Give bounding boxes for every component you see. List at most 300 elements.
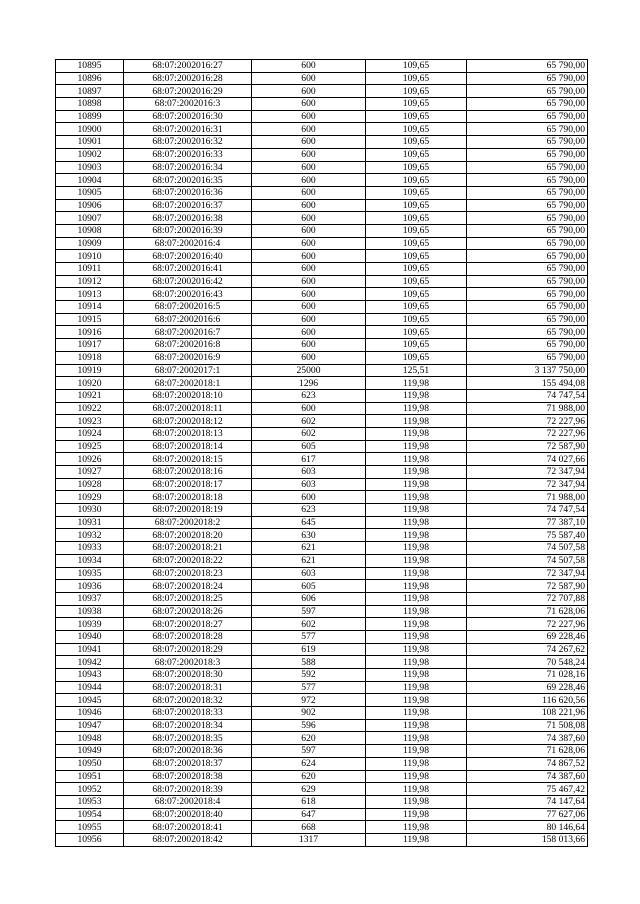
area-cell: 623 bbox=[252, 389, 366, 402]
specific-value-cell: 119,98 bbox=[366, 669, 467, 682]
cadastral-value-cell: 65 790,00 bbox=[467, 110, 588, 123]
specific-value-cell: 119,98 bbox=[366, 592, 467, 605]
cadastral-value-cell: 158 013,66 bbox=[467, 833, 588, 846]
specific-value-cell: 119,98 bbox=[366, 389, 467, 402]
area-cell: 1296 bbox=[252, 377, 366, 390]
cadastral-value-cell: 74 507,58 bbox=[467, 554, 588, 567]
specific-value-cell: 119,98 bbox=[366, 732, 467, 745]
table-row bbox=[56, 427, 588, 440]
cadastral-value-cell: 155 494,08 bbox=[467, 377, 588, 390]
row-number-cell: 10924 bbox=[56, 427, 124, 440]
cadastral-number-cell: 68:07:2002018:10 bbox=[124, 389, 252, 402]
specific-value-cell: 109,65 bbox=[366, 313, 467, 326]
specific-value-cell: 109,65 bbox=[366, 72, 467, 85]
cadastral-number-cell: 68:07:2002018:21 bbox=[124, 542, 252, 555]
cadastral-value-cell: 74 387,60 bbox=[467, 732, 588, 745]
cadastral-number-cell: 68:07:2002016:35 bbox=[124, 174, 252, 187]
cadastral-number-cell: 68:07:2002016:42 bbox=[124, 275, 252, 288]
cadastral-value-cell: 72 347,94 bbox=[467, 466, 588, 479]
specific-value-cell: 119,98 bbox=[366, 656, 467, 669]
table-row bbox=[56, 466, 588, 479]
row-number-cell: 10939 bbox=[56, 618, 124, 631]
area-cell: 600 bbox=[252, 237, 366, 250]
specific-value-cell: 109,65 bbox=[366, 237, 467, 250]
area-cell: 600 bbox=[252, 491, 366, 504]
row-number-cell: 10913 bbox=[56, 288, 124, 301]
table-row bbox=[56, 630, 588, 643]
row-number-cell: 10897 bbox=[56, 85, 124, 98]
table-row bbox=[56, 136, 588, 149]
cadastral-value-cell: 65 790,00 bbox=[467, 224, 588, 237]
row-number-cell: 10927 bbox=[56, 466, 124, 479]
area-cell: 600 bbox=[252, 326, 366, 339]
table-row bbox=[56, 275, 588, 288]
table-row bbox=[56, 554, 588, 567]
cadastral-value-cell: 65 790,00 bbox=[467, 186, 588, 199]
row-number-cell: 10951 bbox=[56, 770, 124, 783]
cadastral-value-cell: 71 988,00 bbox=[467, 491, 588, 504]
row-number-cell: 10895 bbox=[56, 60, 124, 73]
cadastral-number-cell: 68:07:2002016:37 bbox=[124, 199, 252, 212]
specific-value-cell: 119,98 bbox=[366, 516, 467, 529]
specific-value-cell: 109,65 bbox=[366, 301, 467, 314]
specific-value-cell: 109,65 bbox=[366, 326, 467, 339]
specific-value-cell: 109,65 bbox=[366, 110, 467, 123]
table-row bbox=[56, 313, 588, 326]
area-cell: 668 bbox=[252, 821, 366, 834]
area-cell: 602 bbox=[252, 415, 366, 428]
row-number-cell: 10936 bbox=[56, 580, 124, 593]
area-cell: 1317 bbox=[252, 833, 366, 846]
table-row bbox=[56, 592, 588, 605]
row-number-cell: 10896 bbox=[56, 72, 124, 85]
row-number-cell: 10929 bbox=[56, 491, 124, 504]
specific-value-cell: 109,65 bbox=[366, 60, 467, 73]
cadastral-number-cell: 68:07:2002016:5 bbox=[124, 301, 252, 314]
specific-value-cell: 109,65 bbox=[366, 136, 467, 149]
area-cell: 624 bbox=[252, 757, 366, 770]
area-cell: 600 bbox=[252, 136, 366, 149]
row-number-cell: 10946 bbox=[56, 707, 124, 720]
cadastral-value-cell: 77 387,10 bbox=[467, 516, 588, 529]
cadastral-value-cell: 71 988,00 bbox=[467, 402, 588, 415]
cadastral-value-cell: 69 228,46 bbox=[467, 681, 588, 694]
table-row bbox=[56, 263, 588, 276]
specific-value-cell: 119,98 bbox=[366, 694, 467, 707]
area-cell: 620 bbox=[252, 732, 366, 745]
table-row bbox=[56, 148, 588, 161]
specific-value-cell: 109,65 bbox=[366, 275, 467, 288]
row-number-cell: 10926 bbox=[56, 453, 124, 466]
area-cell: 605 bbox=[252, 580, 366, 593]
cadastral-value-cell: 72 347,94 bbox=[467, 567, 588, 580]
cadastral-value-cell: 65 790,00 bbox=[467, 161, 588, 174]
table-body bbox=[56, 60, 588, 847]
row-number-cell: 10928 bbox=[56, 478, 124, 491]
table-row bbox=[56, 161, 588, 174]
cadastral-number-cell: 68:07:2002018:24 bbox=[124, 580, 252, 593]
specific-value-cell: 119,98 bbox=[366, 453, 467, 466]
cadastral-value-cell: 74 507,58 bbox=[467, 542, 588, 555]
row-number-cell: 10938 bbox=[56, 605, 124, 618]
table-row bbox=[56, 110, 588, 123]
table-row bbox=[56, 351, 588, 364]
area-cell: 600 bbox=[252, 199, 366, 212]
area-cell: 619 bbox=[252, 643, 366, 656]
area-cell: 629 bbox=[252, 783, 366, 796]
area-cell: 603 bbox=[252, 466, 366, 479]
area-cell: 600 bbox=[252, 174, 366, 187]
row-number-cell: 10903 bbox=[56, 161, 124, 174]
cadastral-value-cell: 75 587,40 bbox=[467, 529, 588, 542]
table-row bbox=[56, 60, 588, 73]
row-number-cell: 10918 bbox=[56, 351, 124, 364]
cadastral-value-cell: 72 227,96 bbox=[467, 427, 588, 440]
cadastral-number-cell: 68:07:2002018:27 bbox=[124, 618, 252, 631]
cadastral-number-cell: 68:07:2002018:3 bbox=[124, 656, 252, 669]
table-row bbox=[56, 288, 588, 301]
specific-value-cell: 119,98 bbox=[366, 808, 467, 821]
area-cell: 600 bbox=[252, 313, 366, 326]
area-cell: 605 bbox=[252, 440, 366, 453]
cadastral-number-cell: 68:07:2002018:1 bbox=[124, 377, 252, 390]
cadastral-number-cell: 68:07:2002018:14 bbox=[124, 440, 252, 453]
table-row bbox=[56, 732, 588, 745]
table-row bbox=[56, 656, 588, 669]
specific-value-cell: 109,65 bbox=[366, 98, 467, 111]
specific-value-cell: 109,65 bbox=[366, 224, 467, 237]
area-cell: 577 bbox=[252, 630, 366, 643]
row-number-cell: 10910 bbox=[56, 250, 124, 263]
table-row bbox=[56, 440, 588, 453]
cadastral-number-cell: 68:07:2002016:33 bbox=[124, 148, 252, 161]
cadastral-value-cell: 65 790,00 bbox=[467, 174, 588, 187]
cadastral-value-cell: 71 508,08 bbox=[467, 719, 588, 732]
cadastral-value-cell: 3 137 750,00 bbox=[467, 364, 588, 377]
area-cell: 588 bbox=[252, 656, 366, 669]
table-row bbox=[56, 643, 588, 656]
table-row bbox=[56, 402, 588, 415]
cadastral-number-cell: 68:07:2002016:31 bbox=[124, 123, 252, 136]
cadastral-number-cell: 68:07:2002018:11 bbox=[124, 402, 252, 415]
table-row bbox=[56, 580, 588, 593]
row-number-cell: 10950 bbox=[56, 757, 124, 770]
cadastral-number-cell: 68:07:2002016:6 bbox=[124, 313, 252, 326]
area-cell: 600 bbox=[252, 212, 366, 225]
row-number-cell: 10944 bbox=[56, 681, 124, 694]
table-row bbox=[56, 174, 588, 187]
specific-value-cell: 109,65 bbox=[366, 250, 467, 263]
cadastral-value-cell: 74 747,54 bbox=[467, 504, 588, 517]
area-cell: 600 bbox=[252, 250, 366, 263]
specific-value-cell: 119,98 bbox=[366, 427, 467, 440]
specific-value-cell: 109,65 bbox=[366, 174, 467, 187]
specific-value-cell: 109,65 bbox=[366, 288, 467, 301]
cadastral-value-cell: 80 146,64 bbox=[467, 821, 588, 834]
specific-value-cell: 119,98 bbox=[366, 605, 467, 618]
row-number-cell: 10932 bbox=[56, 529, 124, 542]
table-row bbox=[56, 567, 588, 580]
table-row bbox=[56, 85, 588, 98]
area-cell: 972 bbox=[252, 694, 366, 707]
row-number-cell: 10925 bbox=[56, 440, 124, 453]
area-cell: 25000 bbox=[252, 364, 366, 377]
table-row bbox=[56, 605, 588, 618]
area-cell: 592 bbox=[252, 669, 366, 682]
cadastral-value-cell: 72 227,96 bbox=[467, 618, 588, 631]
area-cell: 617 bbox=[252, 453, 366, 466]
area-cell: 600 bbox=[252, 224, 366, 237]
specific-value-cell: 109,65 bbox=[366, 212, 467, 225]
specific-value-cell: 119,98 bbox=[366, 770, 467, 783]
area-cell: 620 bbox=[252, 770, 366, 783]
cadastral-value-cell: 74 867,52 bbox=[467, 757, 588, 770]
specific-value-cell: 119,98 bbox=[366, 630, 467, 643]
cadastral-number-cell: 68:07:2002018:42 bbox=[124, 833, 252, 846]
row-number-cell: 10941 bbox=[56, 643, 124, 656]
cadastral-number-cell: 68:07:2002018:15 bbox=[124, 453, 252, 466]
row-number-cell: 10920 bbox=[56, 377, 124, 390]
area-cell: 602 bbox=[252, 427, 366, 440]
area-cell: 603 bbox=[252, 478, 366, 491]
cadastral-value-cell: 69 228,46 bbox=[467, 630, 588, 643]
cadastral-value-cell: 65 790,00 bbox=[467, 123, 588, 136]
row-number-cell: 10921 bbox=[56, 389, 124, 402]
row-number-cell: 10948 bbox=[56, 732, 124, 745]
area-cell: 618 bbox=[252, 795, 366, 808]
row-number-cell: 10953 bbox=[56, 795, 124, 808]
cadastral-value-cell: 65 790,00 bbox=[467, 136, 588, 149]
row-number-cell: 10930 bbox=[56, 504, 124, 517]
table-row bbox=[56, 491, 588, 504]
row-number-cell: 10935 bbox=[56, 567, 124, 580]
cadastral-value-cell: 65 790,00 bbox=[467, 250, 588, 263]
area-cell: 600 bbox=[252, 98, 366, 111]
cadastral-number-cell: 68:07:2002016:9 bbox=[124, 351, 252, 364]
table-row bbox=[56, 301, 588, 314]
table-row bbox=[56, 504, 588, 517]
cadastral-number-cell: 68:07:2002016:29 bbox=[124, 85, 252, 98]
cadastral-number-cell: 68:07:2002018:41 bbox=[124, 821, 252, 834]
row-number-cell: 10952 bbox=[56, 783, 124, 796]
cadastral-value-cell: 65 790,00 bbox=[467, 237, 588, 250]
specific-value-cell: 119,98 bbox=[366, 795, 467, 808]
table-row bbox=[56, 783, 588, 796]
specific-value-cell: 109,65 bbox=[366, 263, 467, 276]
specific-value-cell: 119,98 bbox=[366, 821, 467, 834]
row-number-cell: 10915 bbox=[56, 313, 124, 326]
area-cell: 600 bbox=[252, 301, 366, 314]
cadastral-value-cell: 65 790,00 bbox=[467, 72, 588, 85]
cadastral-number-cell: 68:07:2002018:16 bbox=[124, 466, 252, 479]
area-cell: 600 bbox=[252, 72, 366, 85]
specific-value-cell: 119,98 bbox=[366, 466, 467, 479]
specific-value-cell: 119,98 bbox=[366, 377, 467, 390]
table-row bbox=[56, 529, 588, 542]
table-row bbox=[56, 377, 588, 390]
area-cell: 621 bbox=[252, 542, 366, 555]
cadastral-value-cell: 72 587,90 bbox=[467, 440, 588, 453]
table-row bbox=[56, 415, 588, 428]
row-number-cell: 10945 bbox=[56, 694, 124, 707]
area-cell: 600 bbox=[252, 186, 366, 199]
cadastral-value-cell: 65 790,00 bbox=[467, 263, 588, 276]
specific-value-cell: 109,65 bbox=[366, 123, 467, 136]
cadastral-number-cell: 68:07:2002016:32 bbox=[124, 136, 252, 149]
cadastral-number-cell: 68:07:2002018:36 bbox=[124, 745, 252, 758]
cadastral-value-cell: 70 548,24 bbox=[467, 656, 588, 669]
area-cell: 606 bbox=[252, 592, 366, 605]
row-number-cell: 10898 bbox=[56, 98, 124, 111]
row-number-cell: 10911 bbox=[56, 263, 124, 276]
specific-value-cell: 119,98 bbox=[366, 783, 467, 796]
row-number-cell: 10902 bbox=[56, 148, 124, 161]
cadastral-value-cell: 77 627,06 bbox=[467, 808, 588, 821]
area-cell: 600 bbox=[252, 263, 366, 276]
row-number-cell: 10906 bbox=[56, 199, 124, 212]
specific-value-cell: 109,65 bbox=[366, 161, 467, 174]
row-number-cell: 10934 bbox=[56, 554, 124, 567]
table-row bbox=[56, 757, 588, 770]
specific-value-cell: 119,98 bbox=[366, 757, 467, 770]
specific-value-cell: 119,98 bbox=[366, 529, 467, 542]
cadastral-value-cell: 65 790,00 bbox=[467, 313, 588, 326]
table-row bbox=[56, 707, 588, 720]
row-number-cell: 10937 bbox=[56, 592, 124, 605]
table-row bbox=[56, 542, 588, 555]
cadastral-number-cell: 68:07:2002018:18 bbox=[124, 491, 252, 504]
cadastral-value-cell: 65 790,00 bbox=[467, 60, 588, 73]
area-cell: 647 bbox=[252, 808, 366, 821]
area-cell: 597 bbox=[252, 605, 366, 618]
cadastral-number-cell: 68:07:2002018:25 bbox=[124, 592, 252, 605]
cadastral-number-cell: 68:07:2002018:38 bbox=[124, 770, 252, 783]
area-cell: 600 bbox=[252, 148, 366, 161]
cadastral-value-cell: 71 628,06 bbox=[467, 605, 588, 618]
cadastral-value-cell: 65 790,00 bbox=[467, 98, 588, 111]
cadastral-number-cell: 68:07:2002018:29 bbox=[124, 643, 252, 656]
cadastral-value-cell: 74 267,62 bbox=[467, 643, 588, 656]
area-cell: 600 bbox=[252, 339, 366, 352]
specific-value-cell: 119,98 bbox=[366, 580, 467, 593]
cadastral-number-cell: 68:07:2002017:1 bbox=[124, 364, 252, 377]
cadastral-number-cell: 68:07:2002018:4 bbox=[124, 795, 252, 808]
cadastral-value-cell: 72 227,96 bbox=[467, 415, 588, 428]
cadastral-number-cell: 68:07:2002016:36 bbox=[124, 186, 252, 199]
cadastral-number-cell: 68:07:2002016:43 bbox=[124, 288, 252, 301]
area-cell: 600 bbox=[252, 288, 366, 301]
area-cell: 600 bbox=[252, 161, 366, 174]
row-number-cell: 10899 bbox=[56, 110, 124, 123]
cadastral-number-cell: 68:07:2002016:34 bbox=[124, 161, 252, 174]
table-row bbox=[56, 795, 588, 808]
row-number-cell: 10954 bbox=[56, 808, 124, 821]
table-row bbox=[56, 453, 588, 466]
cadastral-number-cell: 68:07:2002018:31 bbox=[124, 681, 252, 694]
row-number-cell: 10904 bbox=[56, 174, 124, 187]
table-row bbox=[56, 618, 588, 631]
cadastral-number-cell: 68:07:2002018:28 bbox=[124, 630, 252, 643]
area-cell: 600 bbox=[252, 60, 366, 73]
row-number-cell: 10909 bbox=[56, 237, 124, 250]
table-row bbox=[56, 719, 588, 732]
table-row bbox=[56, 224, 588, 237]
area-cell: 621 bbox=[252, 554, 366, 567]
specific-value-cell: 119,98 bbox=[366, 478, 467, 491]
specific-value-cell: 119,98 bbox=[366, 415, 467, 428]
table-row bbox=[56, 212, 588, 225]
table-row bbox=[56, 326, 588, 339]
specific-value-cell: 119,98 bbox=[366, 833, 467, 846]
area-cell: 600 bbox=[252, 110, 366, 123]
specific-value-cell: 125,51 bbox=[366, 364, 467, 377]
row-number-cell: 10956 bbox=[56, 833, 124, 846]
table-row bbox=[56, 669, 588, 682]
row-number-cell: 10922 bbox=[56, 402, 124, 415]
cadastral-value-cell: 74 147,64 bbox=[467, 795, 588, 808]
cadastral-value-cell: 65 790,00 bbox=[467, 199, 588, 212]
area-cell: 600 bbox=[252, 275, 366, 288]
specific-value-cell: 119,98 bbox=[366, 554, 467, 567]
cadastral-number-cell: 68:07:2002018:33 bbox=[124, 707, 252, 720]
specific-value-cell: 119,98 bbox=[366, 707, 467, 720]
row-number-cell: 10940 bbox=[56, 630, 124, 643]
cadastral-value-cell: 72 707,88 bbox=[467, 592, 588, 605]
cadastral-value-cell: 65 790,00 bbox=[467, 301, 588, 314]
specific-value-cell: 109,65 bbox=[366, 351, 467, 364]
specific-value-cell: 109,65 bbox=[366, 85, 467, 98]
row-number-cell: 10933 bbox=[56, 542, 124, 555]
table-row bbox=[56, 808, 588, 821]
cadastral-number-cell: 68:07:2002018:23 bbox=[124, 567, 252, 580]
row-number-cell: 10907 bbox=[56, 212, 124, 225]
cadastral-number-cell: 68:07:2002018:30 bbox=[124, 669, 252, 682]
cadastral-value-cell: 74 747,54 bbox=[467, 389, 588, 402]
row-number-cell: 10917 bbox=[56, 339, 124, 352]
table-row bbox=[56, 694, 588, 707]
specific-value-cell: 119,98 bbox=[366, 681, 467, 694]
row-number-cell: 10955 bbox=[56, 821, 124, 834]
table-row bbox=[56, 98, 588, 111]
cadastral-number-cell: 68:07:2002018:19 bbox=[124, 504, 252, 517]
specific-value-cell: 119,98 bbox=[366, 504, 467, 517]
cadastral-value-cell: 75 467,42 bbox=[467, 783, 588, 796]
cadastral-value-cell: 72 347,94 bbox=[467, 478, 588, 491]
row-number-cell: 10901 bbox=[56, 136, 124, 149]
cadastral-number-cell: 68:07:2002016:30 bbox=[124, 110, 252, 123]
specific-value-cell: 109,65 bbox=[366, 339, 467, 352]
area-cell: 630 bbox=[252, 529, 366, 542]
specific-value-cell: 109,65 bbox=[366, 148, 467, 161]
area-cell: 597 bbox=[252, 745, 366, 758]
table-row bbox=[56, 681, 588, 694]
cadastral-number-cell: 68:07:2002018:2 bbox=[124, 516, 252, 529]
area-cell: 645 bbox=[252, 516, 366, 529]
cadastral-number-cell: 68:07:2002018:13 bbox=[124, 427, 252, 440]
cadastral-number-cell: 68:07:2002018:22 bbox=[124, 554, 252, 567]
cadastral-number-cell: 68:07:2002018:12 bbox=[124, 415, 252, 428]
cadastral-value-cell: 72 587,90 bbox=[467, 580, 588, 593]
cadastral-number-cell: 68:07:2002016:41 bbox=[124, 263, 252, 276]
specific-value-cell: 119,98 bbox=[366, 567, 467, 580]
table-row bbox=[56, 478, 588, 491]
cadastral-number-cell: 68:07:2002018:34 bbox=[124, 719, 252, 732]
table-row bbox=[56, 186, 588, 199]
cadastral-number-cell: 68:07:2002016:3 bbox=[124, 98, 252, 111]
row-number-cell: 10916 bbox=[56, 326, 124, 339]
cadastral-value-cell: 65 790,00 bbox=[467, 148, 588, 161]
cadastral-value-cell: 65 790,00 bbox=[467, 288, 588, 301]
